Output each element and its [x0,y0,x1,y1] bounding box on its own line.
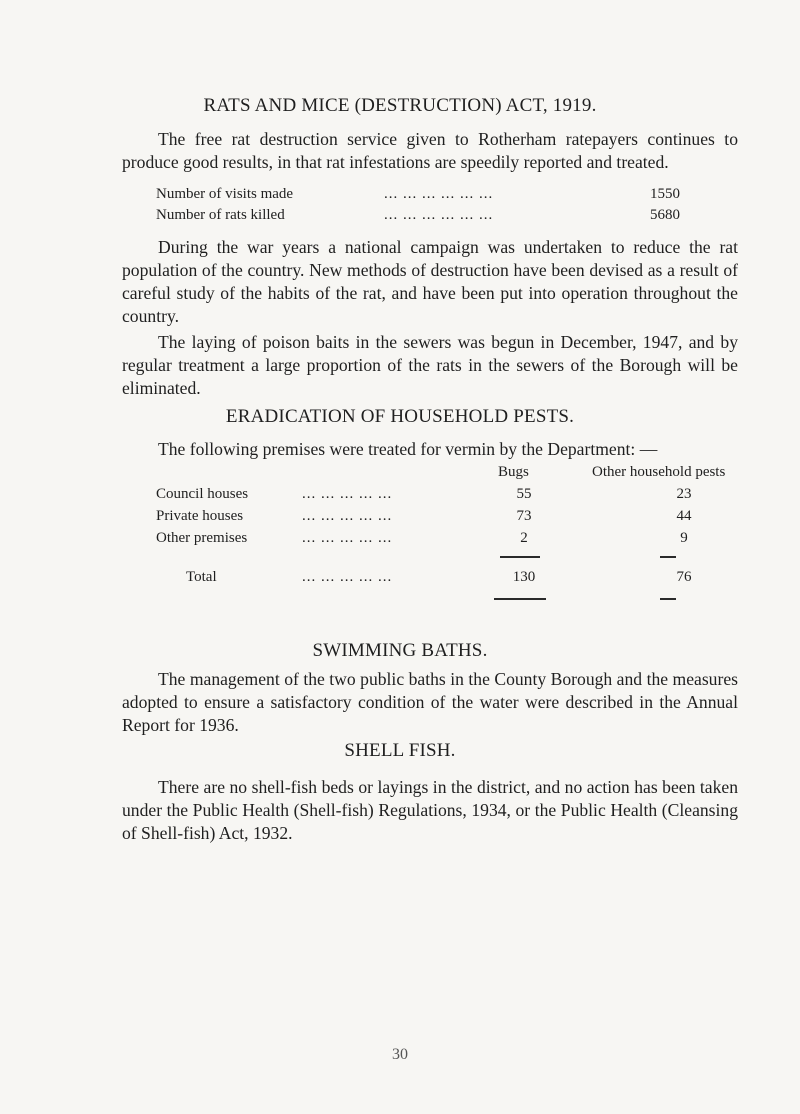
dot-leader: ... ... ... ... ... [302,508,393,524]
other-pests-value: 9 [680,530,688,546]
dot-leader: ... ... ... ... ... [302,569,393,585]
shellfish-paragraph: There are no shell-fish beds or layings in the district, and no action has been taken under the Public Health (Shell-fish) Regulations, 1934, or the Public Health (Cleansing of Shell-fish) Act, 1932. [122,777,738,843]
baths-heading: SWIMMING BATHS. [312,640,488,661]
total-label: Total [186,569,217,585]
stat-value: 5680 [650,207,680,223]
stat-row-visits [156,184,680,204]
rats-intro-paragraph: The free rat destruction service given to Rotherham ratepayers continues to produce good results, in that rat infestations are speedily reported and treated. [122,129,738,172]
dot-leader: ... ... ... ... ... ... [384,186,494,202]
pests-heading: ERADICATION OF HOUSEHOLD PESTS. [225,406,575,427]
shellfish-heading: SHELL FISH. [344,740,456,761]
table-row-private-houses [156,505,746,527]
dot-leader: ... ... ... ... ... ... [384,207,494,223]
subtotal-rule-other [660,556,676,558]
bugs-value: 2 [520,530,528,546]
rats-heading: RATS AND MICE (DESTRUCTION) ACT, 1919. [203,95,597,116]
stat-row-rats-killed [156,205,680,225]
stat-value: 1550 [650,186,680,202]
table-row-total [156,566,746,588]
row-label: Private houses [156,508,244,524]
other-pests-value: 23 [676,486,692,502]
total-rule-other [660,598,676,600]
bugs-value: 55 [516,486,532,502]
baths-paragraph: The management of the two public baths in the County Borough and the measures adopted to ensure a satisfactory condition of the water were described in the Annual Report for 1936. [122,669,738,735]
table-row-other-premises [156,527,746,549]
table-row-council-houses [156,483,746,505]
pests-intro: The following premises were treated for vermin by the Department: — [158,439,658,459]
column-header-other-pests: Other household pests [592,464,726,480]
bugs-total: 130 [512,569,536,585]
page-number: 30 [392,1046,408,1063]
other-pests-total: 76 [676,569,692,585]
poison-baits-paragraph: The laying of poison baits in the sewers was begun in December, 1947, and by regular treatment a large proportion of the rats in the sewers of the Borough will be eliminated. [122,332,738,398]
row-label: Council houses [156,486,249,502]
subtotal-rule-bugs [500,556,540,558]
dot-leader: ... ... ... ... ... [302,530,393,546]
stat-label: Number of rats killed [156,207,285,223]
war-years-paragraph: During the war years a national campaign was undertaken to reduce the rat population of the country. New methods of destruction have been devised as a result of careful study of the habits of the rat, and have been put into operation throughout the country. [122,237,738,326]
bugs-value: 73 [516,508,532,524]
column-header-bugs: Bugs [498,464,529,480]
total-rule-bugs [494,598,546,600]
row-label: Other premises [156,530,248,546]
dot-leader: ... ... ... ... ... [302,486,393,502]
other-pests-value: 44 [676,508,692,524]
stat-label: Number of visits made [156,186,294,202]
